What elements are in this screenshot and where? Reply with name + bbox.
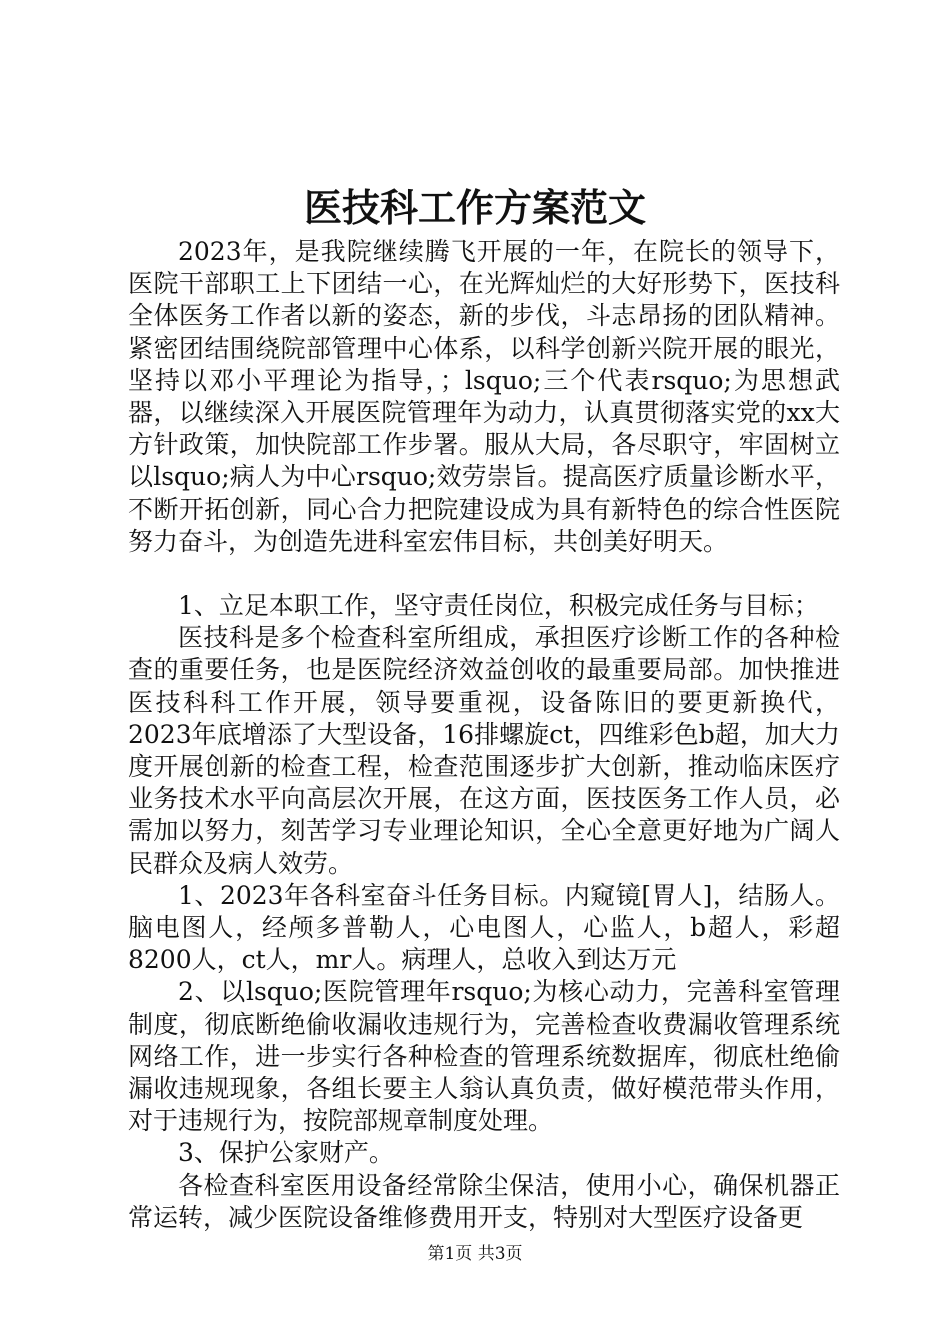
section-heading: 1、立足本职工作，坚守责任岗位，积极完成任务与目标；: [178, 591, 819, 621]
intro-paragraph: 2023年，是我院继续腾飞开展的一年，在院长的领导下，医院干部职工上下团结一心，在光辉灿烂的大好形势下，医技科全体医务工作者以新的姿态，新的步伐，斗志昂扬的团队精神。紧密团结围绕院部管理中心体系，以科学创新兴院开展的眼光，坚持以邓小平理论为指导，；lsquo;三个代表rsquo;为思想武器，以继续深入开展医院管理年为动力，认真贯彻落实党的xx大方针政策，加快院部工作步署。服从大局，各尽职守，牢固树立以lsquo;病人为中心rsquo;效劳崇旨。提高医疗质量诊断水平，不断开拓创新，同心合力把院建设成为具有新特色的综合性医院努力奋斗，为创造先进科室宏伟目标，共创美好明天。: [128, 237, 840, 556]
section-heading: 3、保护公家财产。: [178, 1138, 394, 1168]
body-paragraph: 2、以lsquo;医院管理年rsquo;为核心动力，完善科室管理制度，彻底断绝偷收漏收违规行为，完善检查收费漏收管理系统网络工作，进一步实行各种检查的管理系统数据库，彻底杜绝偷漏收违规现象，各组长要主人翁认真负责，做好模范带头作用，对于违规行为，按院部规章制度处理。: [128, 977, 840, 1136]
document-body: [128, 236, 840, 1234]
body-paragraph: 1、2023年各科室奋斗任务目标。内窥镜[胃人]，结肠人。脑电图人，经颅多普勒人，心电图人，心监人，b超人，彩超8200人，ct人，mr人。病理人，总收入到达万元: [128, 880, 840, 975]
body-paragraph: 医技科是多个检查科室所组成，承担医疗诊断工作的各种检查的重要任务，也是医院经济效益创收的最重要局部。加快推进医技科科工作开展，领导要重视，设备陈旧的要更新换代，2023年底增添了大型设备，16排螺旋ct，四维彩色b超，加大力度开展创新的检查工程，检查范围逐步扩大创新，推动临床医疗业务技术水平向高层次开展，在这方面，医技医务工作人员，必需加以努力，刻苦学习专业理论知识，全心全意更好地为广阔人民群众及病人效劳。: [128, 623, 840, 878]
page-title: 医技科工作方案范文: [303, 185, 646, 230]
page-footer: 第1页 共3页: [427, 1244, 523, 1264]
body-paragraph: 各检查科室医用设备经常除尘保洁，使用小心，确保机器正常运转，减少医院设备维修费用开支，特别对大型医疗设备更: [128, 1170, 840, 1232]
